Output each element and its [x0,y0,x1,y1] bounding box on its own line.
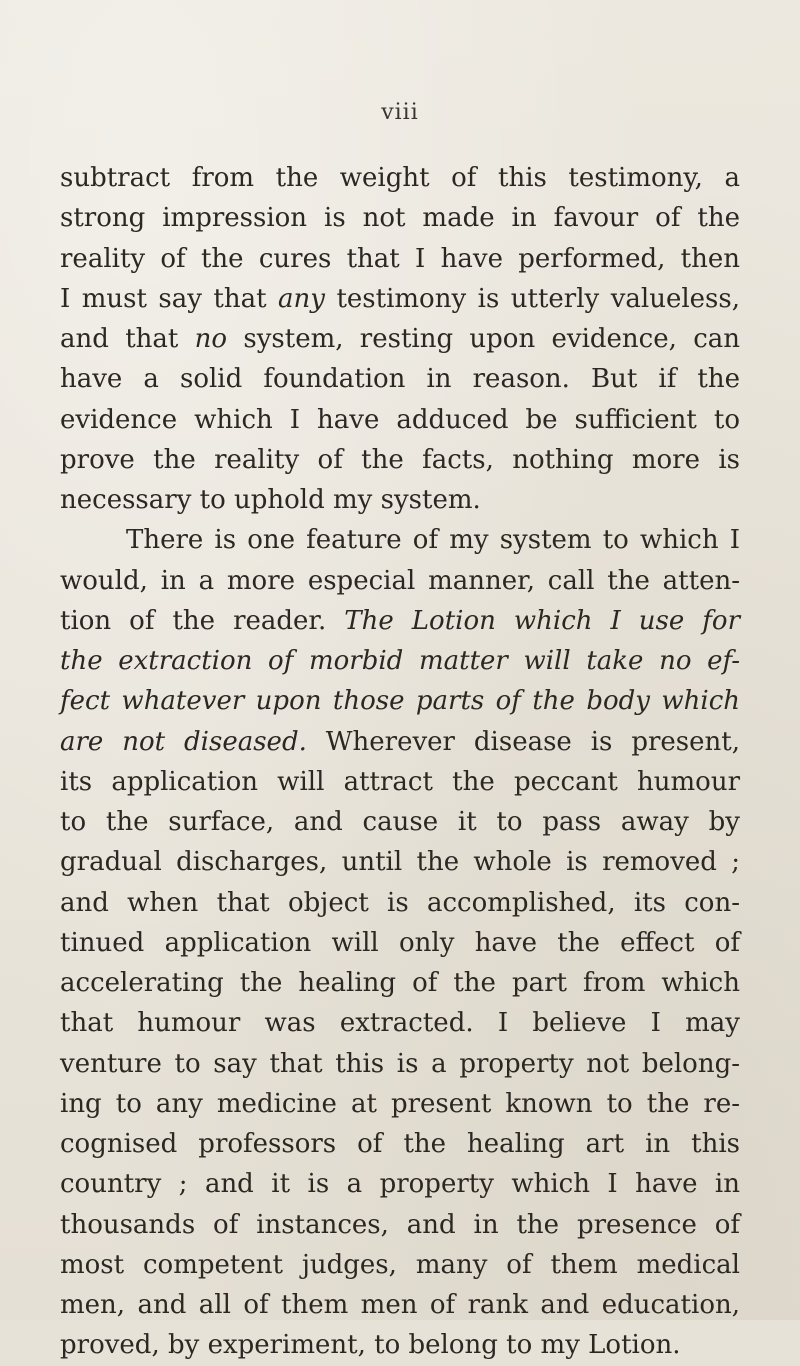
text-line [60,561,740,601]
line-text: and that [60,324,195,354]
text-line [60,520,740,560]
text-line [60,359,740,399]
line-text: testimony is utterly valueless, [324,283,740,314]
line-text: strong impression is not made in favour of the [60,203,740,234]
text-line [60,641,740,681]
line-text: system, resting upon evidence, can [227,324,740,354]
text-line [60,722,740,762]
text-line [60,480,740,520]
line-text: to the surface, and cause it to pass away by [60,807,740,837]
line-text: most competent judges, many of them medical [60,1249,740,1280]
line-text: gradual discharges, until the whole is removed ; [60,847,740,878]
text-line [60,601,740,641]
line-text: There is one feature of my system to which I [126,525,740,556]
line-text: thousands of instances, and in the presence of [60,1209,740,1240]
text-line [60,1003,740,1043]
text-line [60,319,740,359]
text-line [60,1325,740,1365]
text-line [60,400,740,440]
line-text: I must say that [60,283,279,314]
line-text: venture to say that this is a property not belong- [60,1048,740,1079]
body-text [60,158,740,1366]
text-line [60,762,740,802]
text-line [60,883,740,923]
line-text: ing to any medicine at present known to the re- [60,1088,740,1119]
italic-text: fect whatever upon those parts of the body which [60,686,740,717]
text-line [60,1164,740,1204]
text-line [60,802,740,842]
text-line [60,279,740,319]
line-text: tinued application will only have the effect of [60,927,740,958]
italic-text: The Lotion which I use for [344,605,740,636]
line-text: prove the reality of the facts, nothing more is [60,444,740,475]
line-text: would, in a more especial manner, call the atten- [60,565,740,596]
text-line [60,1205,740,1245]
text-line [60,1285,740,1325]
line-text: that humour was extracted. I believe I may [60,1008,740,1039]
text-line [60,1245,740,1285]
italic-text: are not diseased. [60,726,307,757]
text-line [60,842,740,882]
line-text: have a solid foundation in reason. But if the [60,364,740,395]
text-line [60,923,740,963]
text-line [60,158,740,198]
line-text: cognised professors of the healing art in this [60,1129,740,1159]
text-line [60,198,740,238]
text-line [60,239,740,279]
text-line [60,681,740,721]
text-line [60,1044,740,1084]
line-text: country ; and it is a property which I have in [60,1169,740,1200]
line-text: tion of the reader. [60,605,345,636]
text-line [60,1124,740,1164]
line-text: accelerating the healing of the part from which [60,968,740,998]
italic-text: the extraction of morbid matter will take no ef- [60,646,740,676]
line-text: proved, by experiment, to belong to my Lotion. [60,1330,681,1361]
line-text: men, and all of them men of rank and education, [60,1290,740,1320]
text-line [60,1084,740,1124]
italic-text: no [194,324,228,354]
text-line [60,963,740,1003]
line-text: its application will attract the peccant humour [60,766,740,797]
italic-text: any [278,283,325,314]
line-text: subtract from the weight of this testimony, a [60,163,740,193]
line-text: evidence which I have adduced be sufficient to [60,404,740,435]
line-text: and when that object is accomplished, its con- [60,887,740,918]
line-text: reality of the cures that I have performed, then [60,243,740,274]
line-text: Wherever disease is present, [306,726,740,757]
text-line [60,440,740,480]
line-text: necessary to uphold my system. [60,485,481,515]
page-number: viii [381,100,419,125]
